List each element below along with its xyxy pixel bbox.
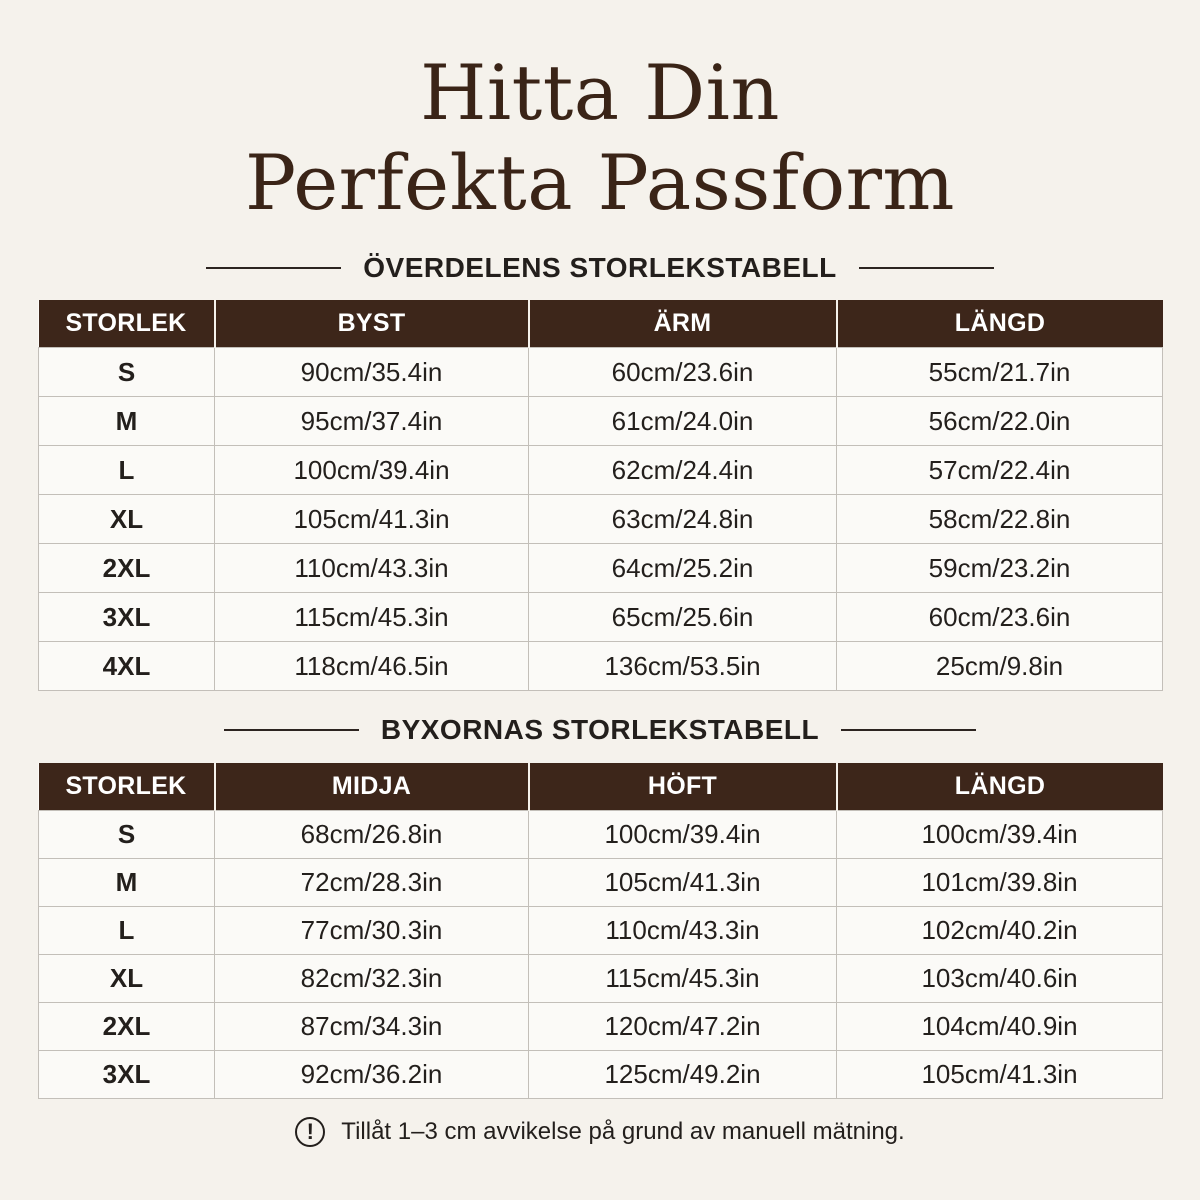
measurement-cell: 100cm/39.4in: [837, 811, 1163, 859]
heading-rule-left: [206, 267, 341, 269]
measurement-cell: 103cm/40.6in: [837, 955, 1163, 1003]
page-title: [0, 48, 1200, 228]
column-header: BYST: [215, 300, 529, 348]
size-label-cell: M: [39, 397, 215, 446]
measurement-cell: 92cm/36.2in: [215, 1051, 529, 1099]
measurement-cell: 90cm/35.4in: [215, 348, 529, 397]
measurement-cell: 56cm/22.0in: [837, 397, 1163, 446]
measurement-cell: 110cm/43.3in: [215, 544, 529, 593]
measurement-cell: 82cm/32.3in: [215, 955, 529, 1003]
table-row: [39, 593, 1163, 642]
heading-rule-right: [841, 729, 976, 731]
measurement-cell: 25cm/9.8in: [837, 642, 1163, 691]
measurement-cell: 100cm/39.4in: [215, 446, 529, 495]
column-header: ÄRM: [529, 300, 837, 348]
measurement-cell: 118cm/46.5in: [215, 642, 529, 691]
measurement-cell: 58cm/22.8in: [837, 495, 1163, 544]
column-header: STORLEK: [39, 763, 215, 811]
measurement-cell: 115cm/45.3in: [529, 955, 837, 1003]
pants-table-heading-label: BYXORNAS STORLEKSTABELL: [380, 714, 820, 745]
measurement-cell: 65cm/25.6in: [529, 593, 837, 642]
size-label-cell: S: [39, 348, 215, 397]
measurement-cell: 68cm/26.8in: [215, 811, 529, 859]
measurement-cell: 100cm/39.4in: [529, 811, 837, 859]
size-label-cell: L: [39, 446, 215, 495]
exclamation-circle-icon: !: [295, 1117, 325, 1147]
top-table-heading-label: ÖVERDELENS STORLEKSTABELL: [363, 252, 837, 283]
table-row: [39, 1051, 1163, 1099]
measurement-cell: 136cm/53.5in: [529, 642, 837, 691]
table-row: [39, 495, 1163, 544]
measurement-cell: 55cm/21.7in: [837, 348, 1163, 397]
measurement-cell: 105cm/41.3in: [837, 1051, 1163, 1099]
measurement-cell: 102cm/40.2in: [837, 907, 1163, 955]
measurement-cell: 77cm/30.3in: [215, 907, 529, 955]
table-row: [39, 955, 1163, 1003]
measurement-cell: 125cm/49.2in: [529, 1051, 837, 1099]
top-table-body: [39, 348, 1163, 691]
measurement-cell: 60cm/23.6in: [529, 348, 837, 397]
table-row: [39, 642, 1163, 691]
column-header: HÖFT: [529, 763, 837, 811]
table-header-row: [39, 300, 1163, 348]
pants-table-body: [39, 811, 1163, 1099]
measurement-cell: 64cm/25.2in: [529, 544, 837, 593]
heading-rule-right: [859, 267, 994, 269]
table-row: [39, 859, 1163, 907]
table-row: [39, 907, 1163, 955]
pants-table-heading: [0, 714, 1200, 746]
size-label-cell: S: [39, 811, 215, 859]
measurement-cell: 95cm/37.4in: [215, 397, 529, 446]
measurement-cell: 60cm/23.6in: [837, 593, 1163, 642]
column-header: MIDJA: [215, 763, 529, 811]
top-size-table: [38, 300, 1163, 691]
measurement-cell: 120cm/47.2in: [529, 1003, 837, 1051]
table-row: [39, 1003, 1163, 1051]
column-header: STORLEK: [39, 300, 215, 348]
size-label-cell: 4XL: [39, 642, 215, 691]
measurement-cell: 62cm/24.4in: [529, 446, 837, 495]
table-row: [39, 446, 1163, 495]
measurement-cell: 101cm/39.8in: [837, 859, 1163, 907]
size-label-cell: 3XL: [39, 1051, 215, 1099]
title-line-1: Hitta Din: [420, 48, 780, 137]
measurement-cell: 110cm/43.3in: [529, 907, 837, 955]
table-row: [39, 397, 1163, 446]
measurement-cell: 115cm/45.3in: [215, 593, 529, 642]
measurement-cell: 104cm/40.9in: [837, 1003, 1163, 1051]
size-label-cell: XL: [39, 495, 215, 544]
size-label-cell: 2XL: [39, 1003, 215, 1051]
size-label-cell: L: [39, 907, 215, 955]
size-label-cell: 2XL: [39, 544, 215, 593]
size-label-cell: M: [39, 859, 215, 907]
title-line-2: Perfekta Passform: [244, 138, 955, 227]
table-row: [39, 811, 1163, 859]
heading-rule-left: [224, 729, 359, 731]
table-row: [39, 348, 1163, 397]
measurement-cell: 57cm/22.4in: [837, 446, 1163, 495]
pants-size-table: [38, 763, 1163, 1099]
column-header: LÄNGD: [837, 763, 1163, 811]
size-label-cell: XL: [39, 955, 215, 1003]
size-label-cell: 3XL: [39, 593, 215, 642]
measurement-cell: 72cm/28.3in: [215, 859, 529, 907]
measurement-note-text: Tillåt 1–3 cm avvikelse på grund av manuell mätning.: [341, 1118, 905, 1145]
measurement-cell: 59cm/23.2in: [837, 544, 1163, 593]
measurement-cell: 105cm/41.3in: [215, 495, 529, 544]
measurement-cell: 105cm/41.3in: [529, 859, 837, 907]
table-row: [39, 544, 1163, 593]
measurement-cell: 63cm/24.8in: [529, 495, 837, 544]
column-header: LÄNGD: [837, 300, 1163, 348]
measurement-cell: 87cm/34.3in: [215, 1003, 529, 1051]
measurement-cell: 61cm/24.0in: [529, 397, 837, 446]
top-table-heading: [0, 252, 1200, 284]
table-header-row: [39, 763, 1163, 811]
measurement-note: [0, 1117, 1200, 1147]
